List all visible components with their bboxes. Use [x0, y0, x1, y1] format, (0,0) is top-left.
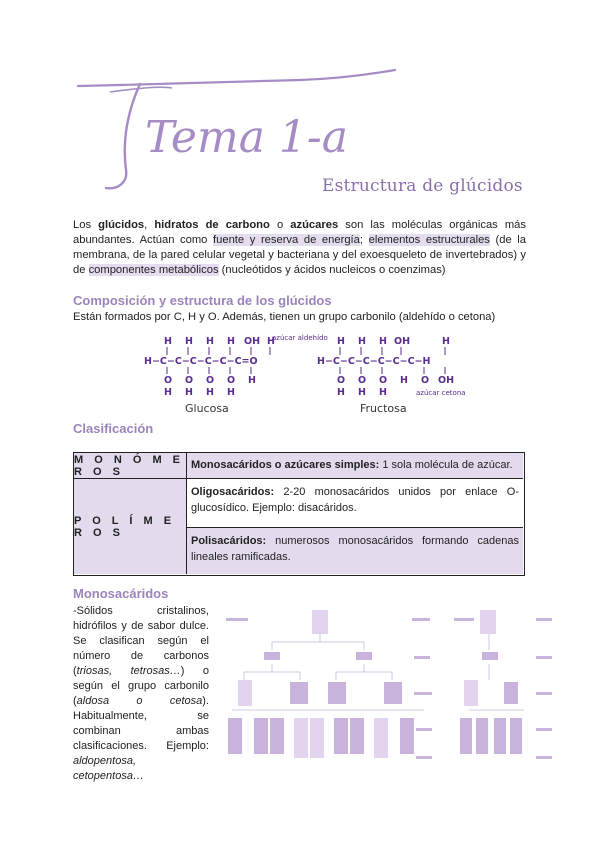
- svg-text:H: H: [379, 336, 387, 347]
- aldehido-note: azúcar aldehído: [272, 334, 328, 342]
- svg-text:H: H: [337, 336, 345, 347]
- fructosa-label: Fructosa: [360, 402, 407, 415]
- svg-text:OH: OH: [244, 336, 261, 347]
- polisacaridos-description: Polisacáridos: numerosos monosacáridos formando cadenas lineales ramificadas.: [187, 528, 523, 574]
- svg-text:O: O: [206, 375, 215, 386]
- svg-text:O: O: [421, 375, 430, 386]
- title-text: Tema 1-a: [145, 112, 349, 163]
- svg-text:H−C−C−C−C−C−C=O: H−C−C−C−C−C−C=O: [144, 356, 258, 367]
- fructose-structure: [317, 336, 466, 415]
- svg-text:H: H: [164, 336, 172, 347]
- polimeros-label: P O L Í M E R O S: [74, 479, 187, 574]
- svg-text:H−C−C−C−C−C−C−H: H−C−C−C−C−C−C−H: [317, 356, 431, 367]
- svg-text:OH: OH: [438, 375, 455, 386]
- svg-text:O: O: [337, 375, 346, 386]
- subtitle: Estructura de glúcidos: [322, 176, 523, 196]
- svg-text:H: H: [337, 387, 345, 398]
- svg-text:H: H: [206, 336, 214, 347]
- highlight-estructurales: elementos estructurales: [368, 234, 490, 246]
- monosaccharide-tree-figure: [224, 606, 554, 766]
- svg-text:O: O: [227, 375, 236, 386]
- svg-text:O: O: [379, 375, 388, 386]
- svg-text:H: H: [164, 387, 172, 398]
- svg-text:O: O: [185, 375, 194, 386]
- composicion-text: Están formados por C, H y O. Además, tienen un grupo carbonilo (aldehído o cetona): [73, 311, 496, 323]
- chemical-structures: [130, 330, 470, 416]
- cetona-note: azúcar cetona: [416, 389, 466, 397]
- svg-text:H: H: [358, 387, 366, 398]
- section-title-composicion: Composición y estructura de los glúcidos: [73, 293, 332, 308]
- svg-text:H: H: [185, 336, 193, 347]
- svg-text:H: H: [206, 387, 214, 398]
- svg-text:H: H: [248, 375, 256, 386]
- intro-paragraph: Los glúcidos, hidratos de carbono o azúcares son las moléculas orgánicas más abundantes. Actúan como fuente y reserva de energía; elementos estructurales (de la membrana, de la pared celular vegetal y bacteriana y del exoesqueleto de invertebrados) y de componentes metabólicos (nucleótidos y ácidos nucleicos o coenzimas): [73, 219, 527, 276]
- svg-text:O: O: [164, 375, 173, 386]
- svg-text:H: H: [358, 336, 366, 347]
- glucosa-label: Glucosa: [185, 402, 229, 415]
- section-title-monosacaridos: Monosacáridos: [73, 586, 169, 601]
- highlight-metabolicos: componentes metabólicos: [88, 264, 219, 276]
- svg-text:H: H: [442, 336, 450, 347]
- svg-text:H: H: [379, 387, 387, 398]
- svg-text:O: O: [358, 375, 367, 386]
- monomeros-description: Monosacáridos o azúcares simples: 1 sola molécula de azúcar.: [187, 453, 523, 479]
- svg-text:H: H: [400, 375, 408, 386]
- svg-text:OH: OH: [394, 336, 411, 347]
- svg-text:H: H: [227, 336, 235, 347]
- monosacaridos-text: -Sólidos cristalinos, hidrófilos y de sabor dulce. Se clasifican según el número de carbonos (triosas, tetrosas…) o según el grupo carbonilo (aldosa o cetosa). Habitualmente, se combinan ambas clasificaciones. Ejemplo: aldopentosa, cetopentosa…: [73, 605, 209, 782]
- svg-text:H: H: [185, 387, 193, 398]
- monomeros-label: M O N Ó M E R O S: [74, 453, 187, 479]
- term-glucidos: glúcidos: [98, 219, 145, 231]
- term-azucares: azúcares: [290, 219, 339, 231]
- classification-table: [73, 452, 525, 576]
- glucose-structure: [144, 334, 328, 415]
- term-hidratos: hidratos de carbono: [154, 219, 270, 231]
- highlight-energia: fuente y reserva de energía: [213, 234, 360, 246]
- oligosacaridos-description: Oligosacáridos: 2-20 monosacáridos unidos por enlace O-glucosídico. Ejemplo: disacáridos.: [187, 479, 523, 528]
- svg-text:H: H: [267, 336, 275, 347]
- section-title-clasificacion: Clasificación: [73, 421, 154, 436]
- svg-text:H: H: [227, 387, 235, 398]
